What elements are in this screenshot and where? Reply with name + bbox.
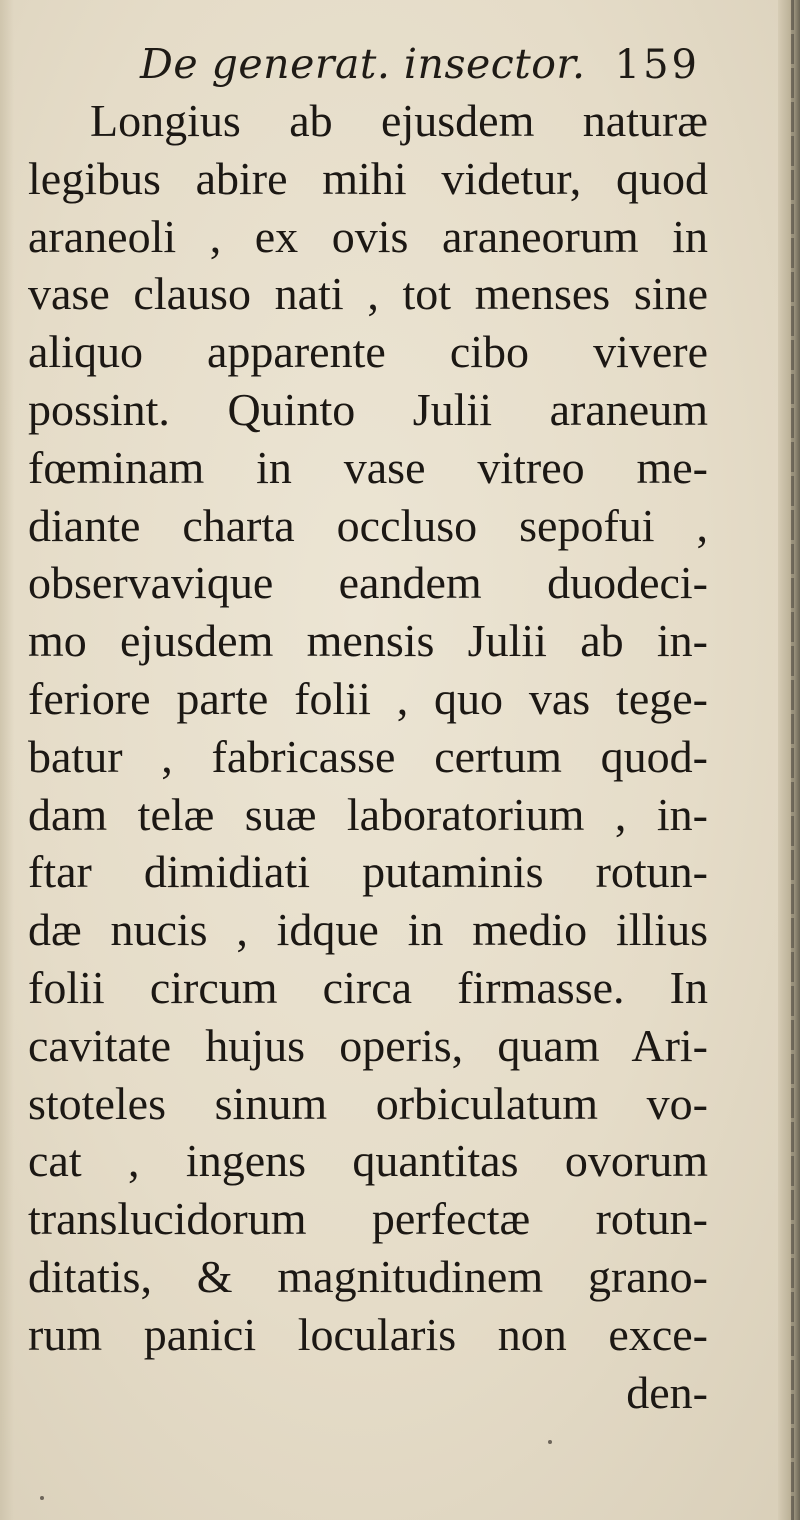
text-line: stoteles sinum orbiculatum vo- (28, 1077, 708, 1129)
running-title: De generat. insector. (140, 40, 586, 88)
text-line: cat , ingens quantitas ovorum (28, 1135, 708, 1187)
text-line: mo ejusdem mensis Julii ab in- (28, 615, 708, 667)
text-line: dæ nucis , idque in medio illius (28, 904, 708, 956)
text-line: ditatis, & magnitudinem grano- (28, 1250, 708, 1302)
text-line: possint. Quinto Julii araneum (28, 383, 708, 435)
text-line: observavique eandem duodeci- (28, 557, 708, 609)
page-left-shadow (0, 0, 14, 1520)
page-number: 159 (614, 42, 700, 88)
text-line: folii circum circa firmasse. In (28, 961, 708, 1013)
page-header (140, 40, 700, 100)
text-line: araneoli , ex ovis araneorum in (28, 210, 708, 262)
paper-speck (548, 1440, 552, 1444)
page-gutter (778, 0, 800, 1520)
text-line: diante charta occluso sepofui , (28, 499, 708, 551)
text-line: ftar dimidiati putaminis rotun- (28, 846, 708, 898)
text-line: cavitate hujus operis, quam Ari- (28, 1019, 708, 1071)
text-line: dam telæ suæ laboratorium , in- (28, 788, 708, 840)
paper-speck (40, 1496, 44, 1500)
body-text (28, 92, 708, 1421)
text-line: rum panici locularis non exce- (28, 1308, 708, 1360)
text-line: batur , fabricasse certum quod- (28, 730, 708, 782)
text-line: legibus abire mihi videtur, quod (28, 152, 708, 204)
text-line: feriore parte folii , quo vas tege- (28, 672, 708, 724)
catchword: den- (626, 1366, 708, 1418)
text-line: Longius ab ejusdem naturæ (90, 95, 708, 146)
text-line: fœminam in vase vitreo me- (28, 441, 708, 493)
gutter-edge-line (791, 0, 794, 1520)
text-line: translucidorum perfectæ rotun- (28, 1193, 708, 1245)
text-line: vase clauso nati , tot menses sine (28, 268, 708, 320)
text-line: aliquo apparente cibo vivere (28, 326, 708, 378)
